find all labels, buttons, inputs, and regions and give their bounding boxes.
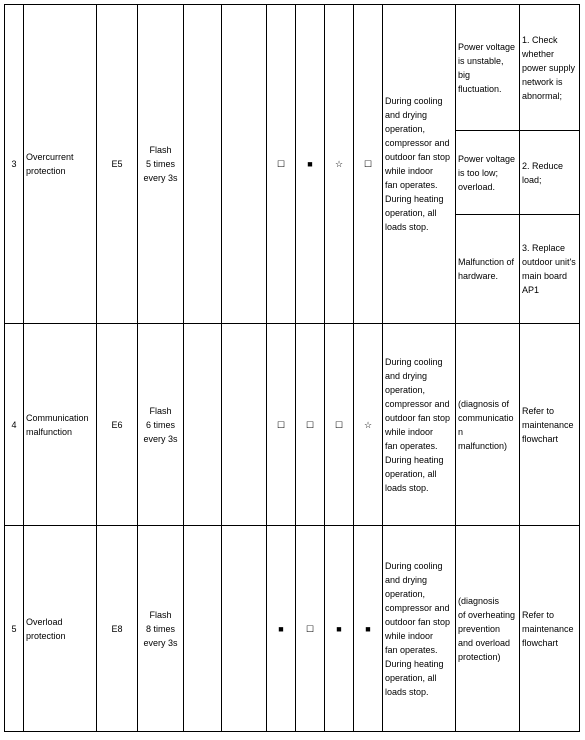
lamp-2-state: ☐	[296, 526, 325, 732]
solution: Refer to maintenance flowchart	[520, 526, 580, 732]
lamp-2-state: ■	[296, 5, 325, 324]
possible-cause: Power voltage is too low; overload.	[456, 131, 520, 215]
flash-pattern: Flash 5 times every 3s	[138, 5, 184, 324]
solution: 2. Reduce load;	[520, 131, 580, 215]
malfunction-name: Overcurrent protection	[24, 5, 97, 324]
lamp-1-state: ■	[267, 526, 296, 732]
row-number: 3	[5, 5, 24, 324]
flash-pattern: Flash 8 times every 3s	[138, 526, 184, 732]
possible-cause: (diagnosis of communication malfunction)	[456, 324, 520, 526]
table-row	[5, 5, 580, 131]
table-row	[5, 324, 580, 526]
unit-status: During cooling and drying operation, compressor and outdoor fan stop while indoor fan operates. During heating operation, all loads stop.	[383, 324, 456, 526]
error-code: E5	[97, 5, 138, 324]
lamp-1-state: ☐	[267, 5, 296, 324]
possible-cause: Power voltage is unstable, big fluctuation.	[456, 5, 520, 131]
empty-cell	[184, 324, 222, 526]
lamp-3-state: ■	[325, 526, 354, 732]
lamp-2-state: ☐	[296, 324, 325, 526]
lamp-3-state: ☐	[325, 324, 354, 526]
malfunction-name: Overload protection	[24, 526, 97, 732]
table-row	[5, 526, 580, 732]
solution: 3. Replace outdoor unit's main board AP1	[520, 215, 580, 324]
empty-cell	[222, 324, 267, 526]
possible-cause: Malfunction of hardware.	[456, 215, 520, 324]
empty-cell	[184, 526, 222, 732]
lamp-4-state: ☆	[354, 324, 383, 526]
error-code: E8	[97, 526, 138, 732]
error-code: E6	[97, 324, 138, 526]
unit-status: During cooling and drying operation, compressor and outdoor fan stop while indoor fan operates. During heating operation, all loads stop.	[383, 526, 456, 732]
lamp-3-state: ☆	[325, 5, 354, 324]
possible-cause: (diagnosis of overheating prevention and overload protection)	[456, 526, 520, 732]
unit-status: During cooling and drying operation, compressor and outdoor fan stop while indoor fan operates. During heating operation, all loads stop.	[383, 5, 456, 324]
row-number: 4	[5, 324, 24, 526]
lamp-4-state: ☐	[354, 5, 383, 324]
flash-pattern: Flash 6 times every 3s	[138, 324, 184, 526]
solution: Refer to maintenance flowchart	[520, 324, 580, 526]
malfunction-table	[4, 4, 580, 732]
solution: 1. Check whether power supply network is abnormal;	[520, 5, 580, 131]
lamp-1-state: ☐	[267, 324, 296, 526]
row-number: 5	[5, 526, 24, 732]
empty-cell	[222, 526, 267, 732]
empty-cell	[184, 5, 222, 324]
empty-cell	[222, 5, 267, 324]
malfunction-name: Communication malfunction	[24, 324, 97, 526]
lamp-4-state: ■	[354, 526, 383, 732]
